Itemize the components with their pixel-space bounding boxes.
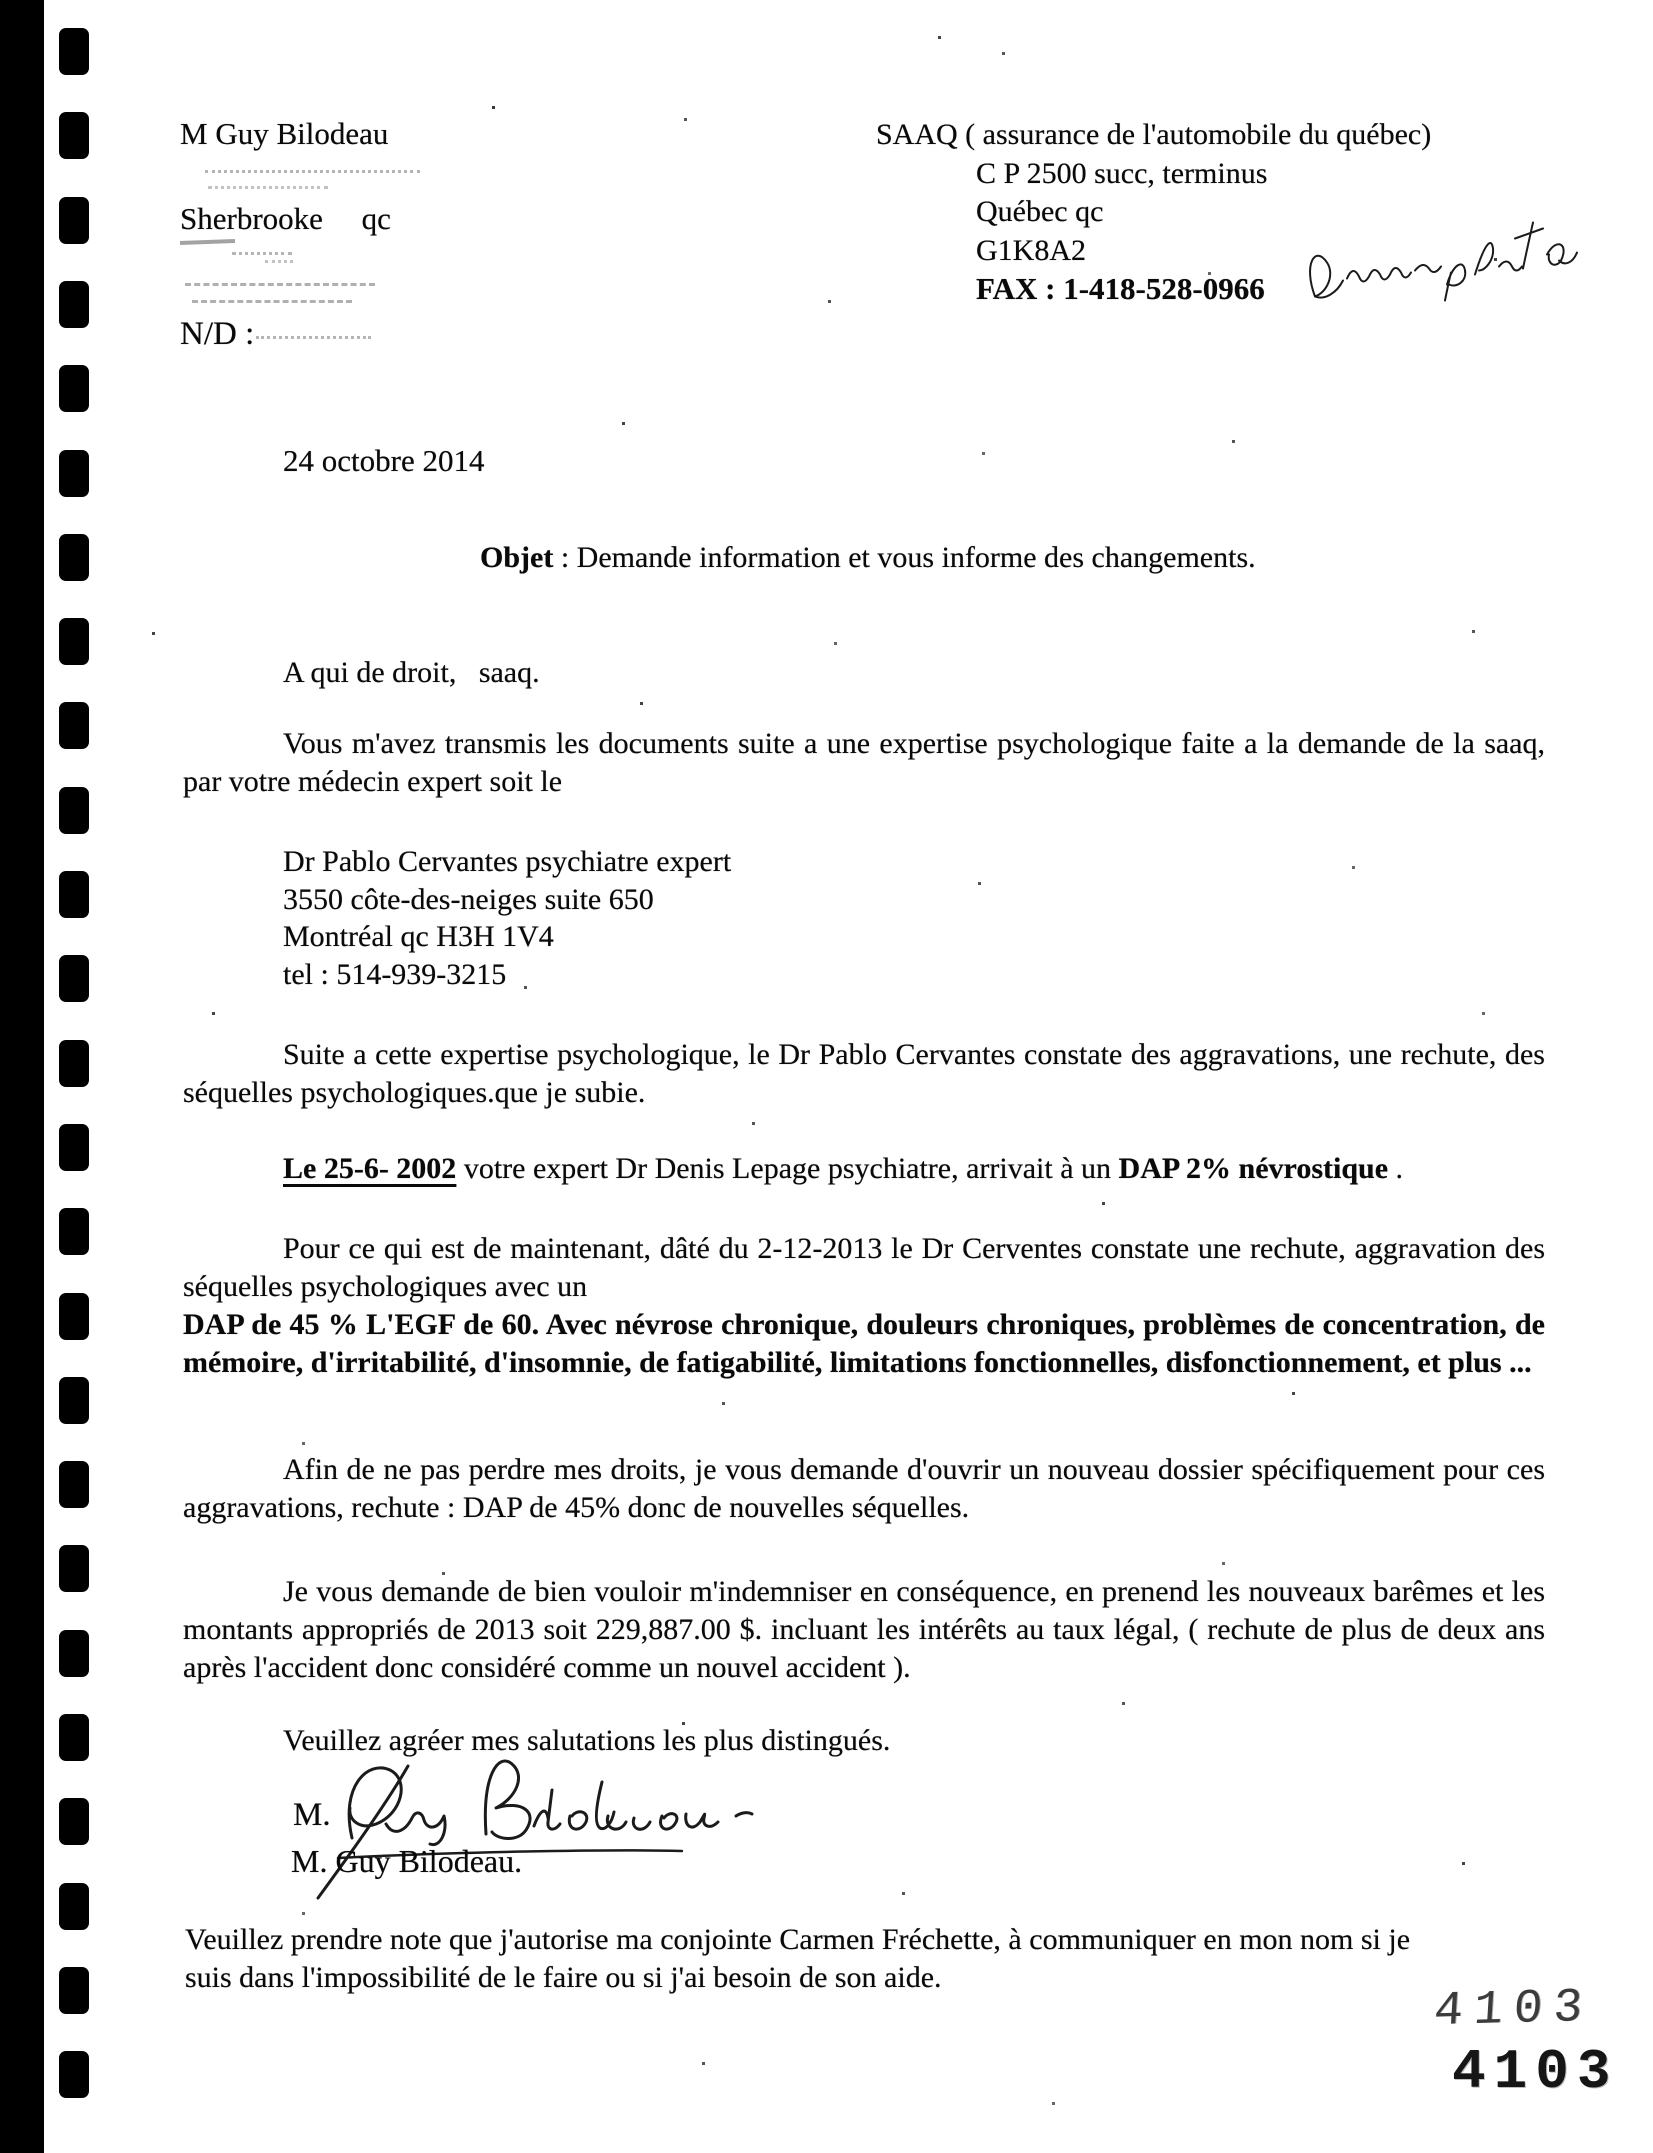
paragraph-text: votre expert Dr Denis Lepage psychiatre, arrivait à un — [456, 1152, 1119, 1185]
handwritten-annotation — [1295, 203, 1595, 321]
punch-hole-mark — [59, 281, 89, 328]
doctor-name: Dr Pablo Cervantes psychiatre expert — [283, 845, 732, 878]
salutation: A qui de droit, saaq. — [283, 656, 540, 689]
punch-hole-mark — [59, 28, 89, 75]
punch-hole-mark — [59, 1377, 89, 1424]
punch-hole-mark — [59, 1714, 89, 1761]
recipient-org: SAAQ ( assurance de l'automobile du québec) — [876, 118, 1432, 151]
punch-hole-mark — [59, 618, 89, 665]
punch-hole-mark — [59, 1293, 89, 1340]
doctor-phone: tel : 514-939-3215 — [283, 957, 507, 991]
underlined-date: Le 25-6- 2002 — [283, 1152, 457, 1185]
typed-signature-name: M. Guy Bilodeau. — [291, 1843, 523, 1879]
faded-text-mark — [208, 186, 328, 189]
punch-hole-mark — [59, 955, 89, 1002]
recipient-address-line: C P 2500 succ, terminus — [976, 156, 1268, 190]
punch-hole-mark — [59, 1630, 89, 1677]
handwritten-signature — [290, 1746, 770, 1911]
punch-hole-mark — [59, 1545, 89, 1592]
faded-text-mark — [192, 300, 352, 303]
recipient-postal-code: G1K8A2 — [976, 233, 1086, 267]
scan-noise — [0, 0, 3, 3]
sender-name: M Guy Bilodeau — [180, 116, 389, 151]
punch-hole-mark — [59, 197, 89, 244]
postscript: Veuillez prendre note que j'autorise ma conjointe Carmen Fréchette, à communiquer en mon nom si je suis dans l'impossibilité de le faire ou si j'ai besoin de son aide. — [185, 1923, 1411, 1994]
punch-hole-mark — [59, 450, 89, 497]
punch-hole-mark — [59, 1040, 89, 1087]
faded-text-mark — [180, 239, 235, 245]
punch-hole-mark — [59, 871, 89, 918]
paragraph: Je vous demande de bien vouloir m'indemniser en conséquence, en prenend les nouveaux barêmes et les montants appropriés de 2013 soit 229,887.00 $. incluant les intérêts au taux légal, ( rechute de plus de deux ans après l'accident donc considéré comme un nouvel accident ). — [183, 1575, 1545, 1684]
punch-hole-mark — [59, 1461, 89, 1508]
subject-line — [480, 541, 1256, 575]
punch-hole-mark — [59, 1883, 89, 1930]
paragraph: Afin de ne pas perdre mes droits, je vous demande d'ouvrir un nouveau dossier spécifiquement pour ces aggravations, rechute : DAP de 45% donc de nouvelles séquelles. — [183, 1453, 1545, 1524]
punch-hole-mark — [59, 1124, 89, 1171]
paragraph — [183, 1150, 1545, 1188]
punch-hole-mark — [59, 365, 89, 412]
file-reference-label: N/D : — [180, 316, 255, 352]
punch-hole-mark — [59, 1798, 89, 1845]
punch-hole-mark — [59, 2051, 89, 2098]
faded-text-mark — [256, 336, 371, 339]
punch-hole-mark — [59, 702, 89, 749]
stamp-number: 4103 — [1432, 1980, 1595, 2040]
paragraph: Pour ce qui est de maintenant, dâté du 2-12-2013 le Dr Cerventes constate une rechute, aggravation des séquelles psychologiques avec un — [183, 1232, 1545, 1303]
closing-line: Veuillez agréer mes salutations les plus distingués. — [283, 1724, 891, 1757]
recipient-address-line: Québec qc — [976, 195, 1104, 228]
paragraph: Suite a cette expertise psychologique, le Dr Pablo Cervantes constate des aggravations, une rechute, des séquelles psychologiques.que je subie. — [183, 1038, 1545, 1109]
doctor-address-block — [283, 843, 731, 993]
signature-prefix: M. — [293, 1797, 331, 1833]
punch-hole-mark — [59, 1208, 89, 1255]
paragraph-bold: DAP de 45 % L'EGF de 60. Avec névrose chronique, douleurs chroniques, problèmes de concentration, de mémoire, d'irritabilité, d'insomnie, de fatigabilité, limitations fonctionnelles, disfonctionnement, et plus ... — [183, 1308, 1545, 1379]
punch-hole-mark — [59, 1967, 89, 2014]
punch-hole-mark — [59, 534, 89, 581]
subject-label: Objet — [480, 541, 554, 574]
punch-hole-mark — [59, 112, 89, 159]
paragraph-text: . — [1388, 1152, 1404, 1185]
recipient-fax-number: FAX : 1-418-528-0966 — [976, 271, 1265, 306]
doctor-city: Montréal qc H3H 1V4 — [283, 920, 554, 953]
scan-edge-band — [0, 0, 44, 2153]
doctor-street: 3550 côte-des-neiges suite 650 — [283, 882, 654, 916]
faded-text-mark — [185, 283, 375, 286]
faded-text-mark — [205, 170, 420, 173]
punch-hole-mark — [59, 787, 89, 834]
letter-date: 24 octobre 2014 — [283, 443, 485, 478]
sender-city: Sherbrooke qc — [180, 201, 391, 236]
stamp-number: 4103 — [1452, 2040, 1619, 2104]
faded-text-mark — [265, 260, 293, 263]
subject-text: : Demande information et vous informe des changements. — [553, 541, 1256, 574]
dap-value: DAP 2% névrostique — [1118, 1152, 1389, 1185]
faded-text-mark — [232, 252, 292, 255]
paragraph: Vous m'avez transmis les documents suite a une expertise psychologique faite a la demande de la saaq, par votre médecin expert soit le — [183, 727, 1545, 798]
